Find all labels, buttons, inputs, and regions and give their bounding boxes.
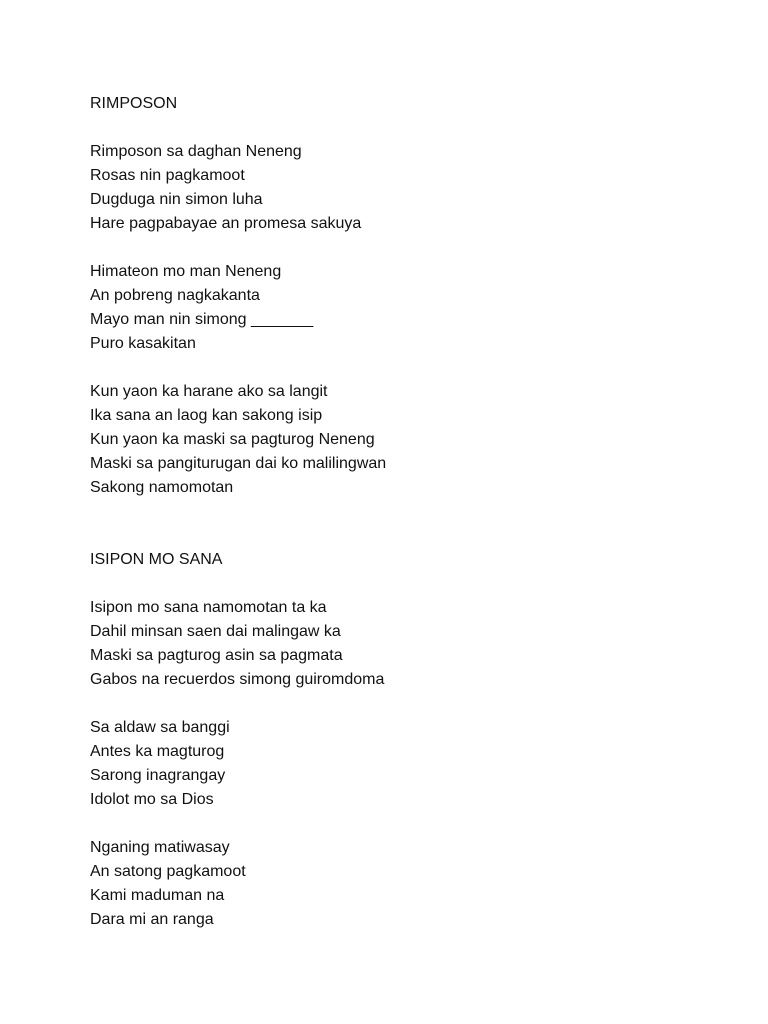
lyric-line: Rosas nin pagkamoot xyxy=(90,167,245,184)
lyric-line: Sakong namomotan xyxy=(90,479,234,496)
lyric-line: Sarong inagrangay xyxy=(90,767,226,784)
lyric-line: Dara mi an ranga xyxy=(90,911,214,928)
stanza xyxy=(90,836,710,932)
song-title: ISIPON MO SANA xyxy=(90,551,223,568)
blank-line xyxy=(90,236,710,260)
lyric-line: Mayo man nin simong _______ xyxy=(90,311,314,328)
blank-line xyxy=(90,116,710,140)
lyric-line: Gabos na recuerdos simong guiromdoma xyxy=(90,671,385,688)
lyric-line: Antes ka magturog xyxy=(90,743,225,760)
lyric-line: Puro kasakitan xyxy=(90,335,196,352)
lyric-line: Himateon mo man Neneng xyxy=(90,263,282,280)
blank-line xyxy=(90,500,710,548)
lyric-line: Kun yaon ka maski sa pagturog Neneng xyxy=(90,431,375,448)
stanza xyxy=(90,260,710,356)
stanza xyxy=(90,380,710,500)
song-title: RIMPOSON xyxy=(90,95,178,112)
lyric-line: Maski sa pagturog asin sa pagmata xyxy=(90,647,343,664)
lyric-line: An satong pagkamoot xyxy=(90,863,246,880)
lyric-line: Rimposon sa daghan Neneng xyxy=(90,143,302,160)
lyric-line: Maski sa pangiturugan dai ko malilingwan xyxy=(90,455,387,472)
lyric-line: Dugduga nin simon luha xyxy=(90,191,263,208)
lyric-line: Idolot mo sa Dios xyxy=(90,791,214,808)
lyric-line: Sa aldaw sa banggi xyxy=(90,719,230,736)
lyric-line: Hare pagpabayae an promesa sakuya xyxy=(90,215,362,232)
blank-line xyxy=(90,692,710,716)
lyric-line: Kun yaon ka harane ako sa langit xyxy=(90,383,328,400)
stanza xyxy=(90,716,710,812)
blank-line xyxy=(90,812,710,836)
lyric-line: Isipon mo sana namomotan ta ka xyxy=(90,599,327,616)
stanza xyxy=(90,596,710,692)
stanza xyxy=(90,140,710,236)
lyric-line: Nganing matiwasay xyxy=(90,839,230,856)
lyric-line: Kami maduman na xyxy=(90,887,225,904)
document-page xyxy=(90,92,710,932)
lyric-line: An pobreng nagkakanta xyxy=(90,287,260,304)
blank-line xyxy=(90,356,710,380)
lyric-line: Dahil minsan saen dai malingaw ka xyxy=(90,623,341,640)
lyric-line: Ika sana an laog kan sakong isip xyxy=(90,407,323,424)
blank-line xyxy=(90,572,710,596)
